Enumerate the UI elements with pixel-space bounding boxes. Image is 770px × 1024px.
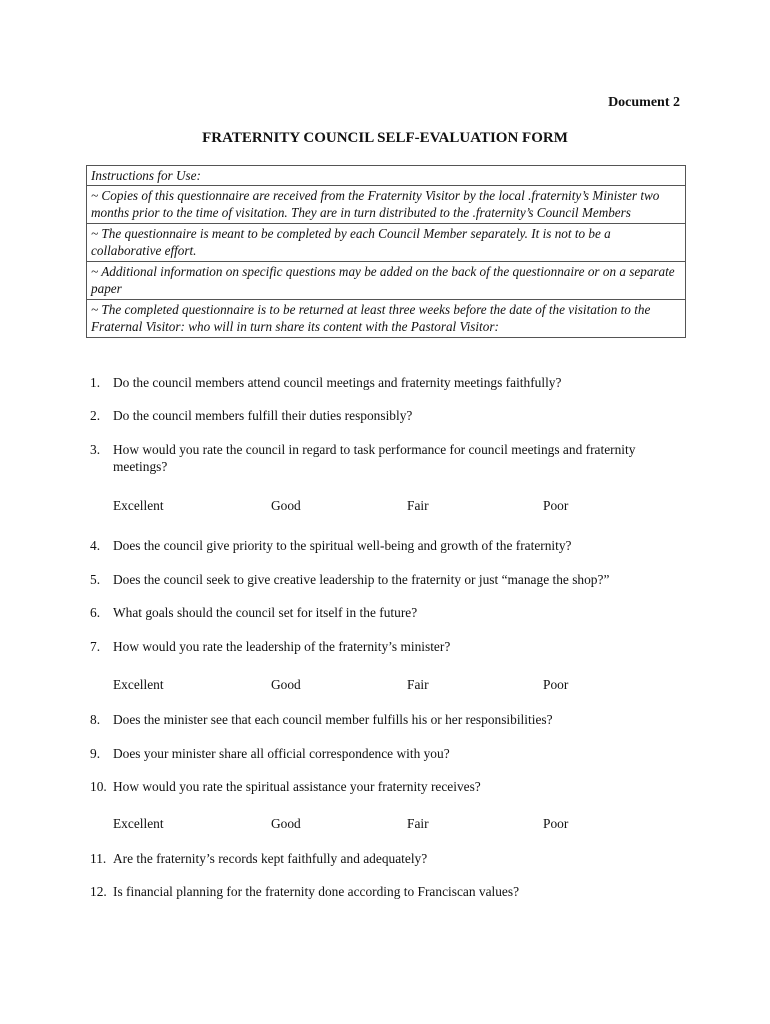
question-text: Is financial planning for the fraternity done according to Franciscan values? [113, 884, 520, 899]
question-7 [90, 638, 680, 655]
question-text: Does the council give priority to the spiritual well-being and growth of the fraternity? [113, 538, 572, 553]
form-title: FRATERNITY COUNCIL SELF-EVALUATION FORM [202, 130, 568, 146]
question-text: Are the fraternity’s records kept faithfully and adequately? [113, 851, 428, 866]
rating-option-poor[interactable]: Poor [543, 677, 569, 692]
question-text: Do the council members attend council meetings and fraternity meetings faithfully? [113, 375, 562, 390]
rating-option-excellent[interactable]: Excellent [113, 677, 164, 692]
question-number: 11. [90, 851, 107, 866]
rating-option-poor[interactable]: Poor [543, 498, 569, 513]
rating-scale-q7 [113, 677, 613, 694]
question-12 [90, 883, 680, 900]
question-6 [90, 604, 680, 621]
question-number: 7. [90, 639, 101, 654]
rating-option-fair[interactable]: Fair [407, 498, 429, 513]
question-text: How would you rate the spiritual assistance your fraternity receives? [113, 779, 481, 794]
question-number: 5. [90, 572, 101, 587]
rating-scale-q3 [113, 498, 613, 515]
question-2 [90, 407, 680, 424]
question-number: 2. [90, 408, 101, 423]
rating-option-poor[interactable]: Poor [543, 816, 569, 831]
question-text: Do the council members fulfill their duties responsibly? [113, 408, 413, 423]
question-text: Does the council seek to give creative leadership to the fraternity or just “manage the shop?” [113, 572, 610, 587]
question-number: 8. [90, 712, 101, 727]
question-number: 10. [90, 779, 107, 794]
document-label: Document 2 [608, 95, 680, 110]
question-text: Does the minister see that each council member fulfills his or her responsibilities? [113, 712, 553, 727]
question-number: 1. [90, 375, 101, 390]
question-1 [90, 374, 680, 391]
question-number: 3. [90, 442, 101, 457]
question-number: 9. [90, 746, 101, 761]
instruction-item: ~ The completed questionnaire is to be returned at least three weeks before the date of the visitation to the Fraternal Visitor: who will in turn share its content with the Pastoral Visitor: [91, 302, 651, 334]
rating-option-fair[interactable]: Fair [407, 816, 429, 831]
question-number: 12. [90, 884, 107, 899]
question-11 [90, 850, 680, 867]
instruction-item: ~ Additional information on specific questions may be added on the back of the questionnaire or on a separate paper [87, 262, 685, 300]
instructions-box [86, 165, 686, 338]
question-text: How would you rate the leadership of the fraternity’s minister? [113, 639, 451, 654]
rating-option-excellent[interactable]: Excellent [113, 816, 164, 831]
question-5 [90, 571, 680, 588]
question-number: 6. [90, 605, 101, 620]
rating-scale-q10 [113, 816, 613, 833]
question-9 [90, 745, 680, 762]
question-text: Does your minister share all official correspondence with you? [113, 746, 450, 761]
instructions-heading: Instructions for Use: [87, 166, 685, 186]
question-text: How would you rate the council in regard to task performance for council meetings and fraternity meetings? [113, 442, 636, 474]
rating-option-good[interactable]: Good [271, 677, 301, 692]
rating-option-fair[interactable]: Fair [407, 677, 429, 692]
instruction-item: ~ The questionnaire is meant to be completed by each Council Member separately. It is not to be a collaborative effort. [87, 224, 685, 262]
instruction-item: ~ Copies of this questionnaire are received from the Fraternity Visitor by the local .fraternity’s Minister two months prior to the time of visitation. They are in turn distributed to the .fraternity’s Council Members [87, 186, 685, 224]
question-number: 4. [90, 538, 101, 553]
rating-option-good[interactable]: Good [271, 498, 301, 513]
question-3 [90, 441, 660, 475]
question-10 [90, 778, 680, 795]
rating-option-good[interactable]: Good [271, 816, 301, 831]
question-8 [90, 711, 680, 728]
rating-option-excellent[interactable]: Excellent [113, 498, 164, 513]
question-4 [90, 537, 680, 554]
question-text: What goals should the council set for itself in the future? [113, 605, 418, 620]
